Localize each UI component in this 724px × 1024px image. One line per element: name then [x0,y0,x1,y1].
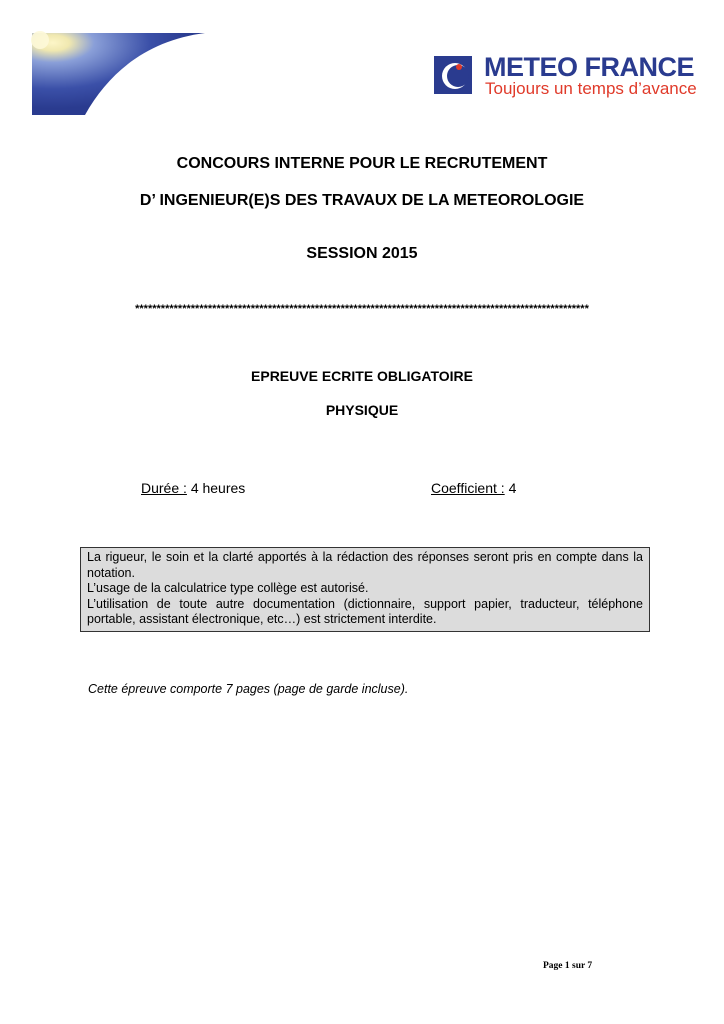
corner-decoration-graphic [0,0,210,120]
notice-line-1: La rigueur, le soin et la clarté apportés à la rédaction des réponses seront pris en compte dans la notation. [87,550,643,580]
coefficient-value: 4 [508,480,517,496]
meteo-france-globe-icon [434,56,472,94]
meteo-france-logo [434,52,704,102]
coefficient-label: Coefficient : [431,480,505,496]
coefficient [431,480,516,496]
notice-line-3: L’utilisation de toute autre documentation (dictionnaire, support papier, traducteur, téléphone portable, assistant électronique, etc…) est strictement interdite. [87,596,643,626]
instructions-notice-box [80,547,650,632]
duration-label: Durée : [141,480,187,496]
session-title: SESSION 2015 [306,245,418,262]
duration [141,480,245,496]
notice-line-2: L’usage de la calculatrice type collège est autorisé. [87,581,369,595]
pages-note: Cette épreuve comporte 7 pages (page de garde incluse). [88,682,409,696]
title-line-1: CONCOURS INTERNE POUR LE RECRUTEMENT [176,155,548,172]
page-number: Page 1 sur 7 [543,961,593,971]
title-line-2: D’ INGENIEUR(E)S DES TRAVAUX DE LA METEOROLOGIE [139,192,585,209]
duration-value: 4 heures [190,480,246,496]
logo-slogan: Toujours un temps d’avance [485,79,697,98]
logo-name: METEO FRANCE [484,52,694,82]
separator-stars: ********************************************************************************************************** [135,303,589,315]
exam-subject: PHYSIQUE [325,402,399,418]
exam-type: EPREUVE ECRITE OBLIGATOIRE [251,368,473,384]
